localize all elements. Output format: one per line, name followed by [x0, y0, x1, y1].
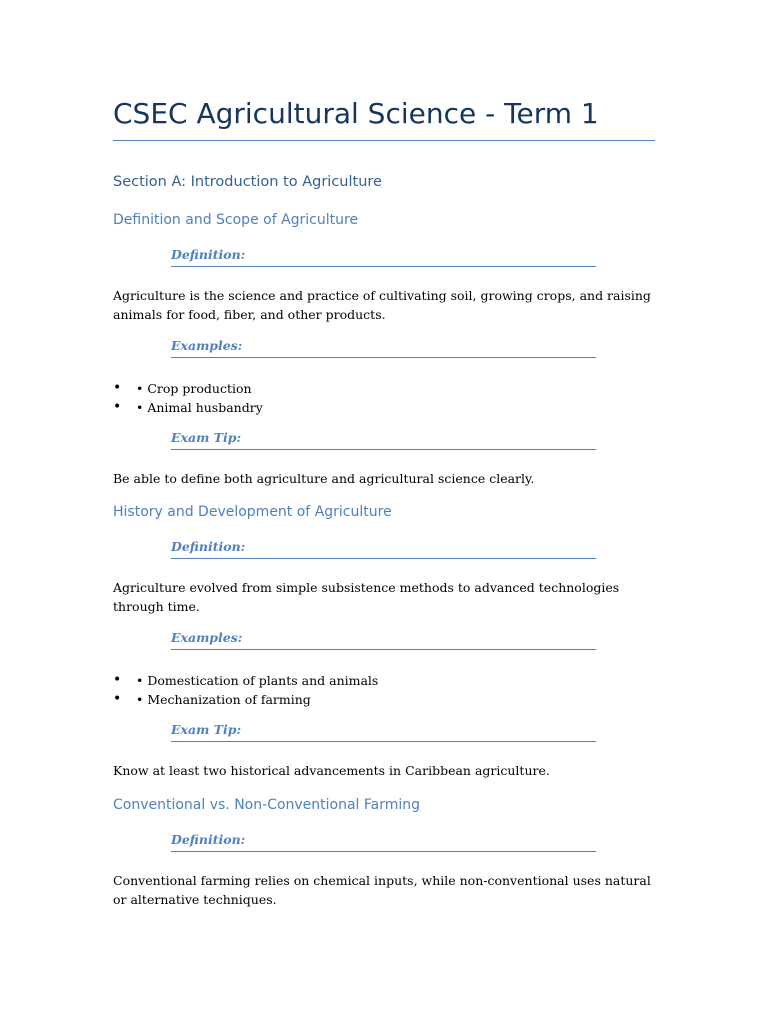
definition-label: Definition:	[171, 539, 246, 554]
definition-label-block	[171, 536, 596, 559]
definition-label: Definition:	[171, 247, 246, 262]
exam-tip-label: Exam Tip:	[171, 722, 242, 737]
examples-label: Examples:	[171, 630, 243, 645]
list-item: • • Domestication of plants and animals	[113, 671, 658, 690]
definition-label: Definition:	[171, 832, 246, 847]
exam-tip-label: Exam Tip:	[171, 430, 242, 445]
examples-list	[113, 379, 658, 417]
list-item: • • Animal husbandry	[113, 398, 658, 417]
topic-conventional-farming	[113, 795, 658, 909]
document-body	[113, 96, 658, 909]
examples-label-block	[171, 335, 596, 358]
examples-label: Examples:	[171, 338, 243, 353]
definition-label-block	[171, 829, 596, 852]
exam-tip-label-block	[171, 427, 596, 450]
topic-heading: Definition and Scope of Agriculture	[113, 212, 359, 228]
document-title: CSEC Agricultural Science - Term 1	[113, 96, 655, 141]
examples-label-block	[171, 627, 596, 650]
topic-heading: History and Development of Agriculture	[113, 504, 392, 520]
topic-definition-scope	[113, 210, 658, 488]
topic-history-development	[113, 502, 658, 780]
list-item: • • Crop production	[113, 379, 658, 398]
definition-text: Conventional farming relies on chemical inputs, while non-conventional uses natural or alternative techniques.	[113, 873, 651, 907]
exam-tip-label-block	[171, 719, 596, 742]
examples-list	[113, 671, 658, 709]
topic-heading: Conventional vs. Non-Conventional Farming	[113, 797, 421, 813]
section-heading: Section A: Introduction to Agriculture	[113, 174, 382, 190]
definition-label-block	[171, 244, 596, 267]
exam-tip-text: Know at least two historical advancements in Caribbean agriculture.	[113, 763, 550, 778]
exam-tip-text: Be able to define both agriculture and agricultural science clearly.	[113, 471, 535, 486]
definition-text: Agriculture evolved from simple subsistence methods to advanced technologies through time.	[113, 580, 620, 614]
definition-text: Agriculture is the science and practice of cultivating soil, growing crops, and raising animals for food, fiber, and other products.	[113, 288, 651, 322]
list-item: • • Mechanization of farming	[113, 690, 658, 709]
